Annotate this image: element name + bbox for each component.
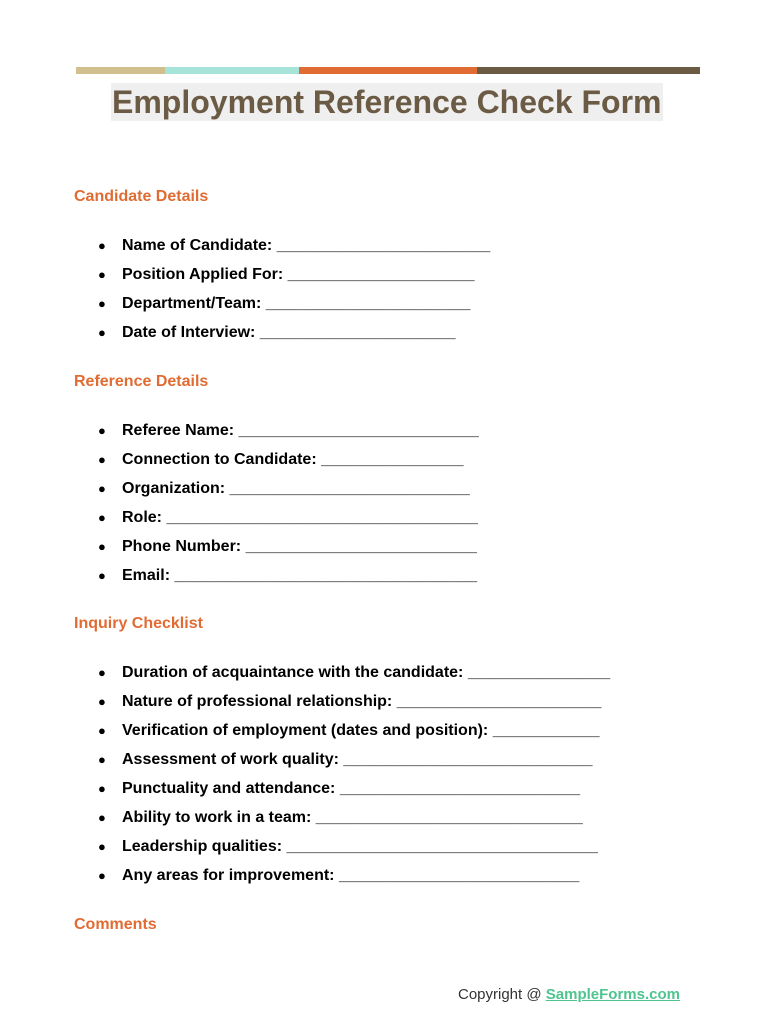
list-item-label: Referee Name: ___________________________ <box>122 422 479 439</box>
list-item-label: Assessment of work quality: ____________________________ <box>122 751 593 768</box>
bullet-icon: ● <box>98 810 106 825</box>
color-bar-segment-mint <box>165 67 299 74</box>
list-item-label: Role: ___________________________________ <box>122 509 478 526</box>
bullet-icon: ● <box>98 296 106 311</box>
inquiry-checklist-list <box>98 663 610 895</box>
list-item <box>98 508 479 537</box>
list-item-label: Phone Number: __________________________ <box>122 538 477 555</box>
list-item <box>98 721 610 750</box>
list-item-label: Name of Candidate: ________________________ <box>122 237 491 254</box>
section-heading-comments: Comments <box>74 916 157 933</box>
bullet-icon: ● <box>98 868 106 883</box>
list-item-label: Leadership qualities: ___________________________________ <box>122 838 598 855</box>
list-item <box>98 294 490 323</box>
list-item-label: Nature of professional relationship: _______________________ <box>122 693 602 710</box>
bullet-icon: ● <box>98 510 106 525</box>
list-item-label: Any areas for improvement: ___________________________ <box>122 867 580 884</box>
section-heading-reference: Reference Details <box>74 373 209 390</box>
bullet-icon: ● <box>98 839 106 854</box>
bullet-icon: ● <box>98 423 106 438</box>
bullet-icon: ● <box>98 452 106 467</box>
bullet-icon: ● <box>98 723 106 738</box>
footer-copyright <box>458 985 680 1005</box>
list-item-label: Department/Team: _______________________ <box>122 295 471 312</box>
list-item-label: Punctuality and attendance: ___________________________ <box>122 780 581 797</box>
list-item <box>98 866 610 895</box>
list-item <box>98 750 610 779</box>
color-bar <box>76 67 700 74</box>
list-item-label: Verification of employment (dates and position): ____________ <box>122 722 600 739</box>
section-heading-candidate: Candidate Details <box>74 188 209 205</box>
footer-copyright-prefix: Copyright @ <box>458 986 546 1003</box>
list-item-label: Ability to work in a team: ______________________________ <box>122 809 583 826</box>
bullet-icon: ● <box>98 267 106 282</box>
color-bar-segment-tan <box>76 67 165 74</box>
bullet-icon: ● <box>98 481 106 496</box>
list-item-label: Connection to Candidate: ________________ <box>122 451 464 468</box>
list-item <box>98 421 479 450</box>
list-item <box>98 323 490 352</box>
bullet-icon: ● <box>98 752 106 767</box>
list-item-label: Organization: ___________________________ <box>122 480 470 497</box>
list-item <box>98 566 479 595</box>
list-item <box>98 265 490 294</box>
list-item-label: Email: __________________________________ <box>122 567 478 584</box>
list-item-label: Position Applied For: _____________________ <box>122 266 475 283</box>
bullet-icon: ● <box>98 694 106 709</box>
list-item <box>98 537 479 566</box>
bullet-icon: ● <box>98 238 106 253</box>
reference-details-list <box>98 421 479 595</box>
candidate-details-list <box>98 236 490 352</box>
list-item <box>98 808 610 837</box>
section-heading-inquiry: Inquiry Checklist <box>74 615 203 632</box>
list-item <box>98 779 610 808</box>
list-item <box>98 236 490 265</box>
list-item <box>98 450 479 479</box>
footer-brand-link[interactable]: SampleForms.com <box>545 986 680 1003</box>
bullet-icon: ● <box>98 781 106 796</box>
page-title: Employment Reference Check Form <box>112 84 662 120</box>
color-bar-segment-orange <box>299 67 477 74</box>
bullet-icon: ● <box>98 539 106 554</box>
list-item-label: Date of Interview: ______________________ <box>122 324 456 341</box>
list-item <box>98 692 610 721</box>
list-item <box>98 479 479 508</box>
bullet-icon: ● <box>98 325 106 340</box>
bullet-icon: ● <box>98 665 106 680</box>
color-bar-segment-brown <box>477 67 700 74</box>
list-item <box>98 663 610 692</box>
list-item <box>98 837 610 866</box>
bullet-icon: ● <box>98 568 106 583</box>
list-item-label: Duration of acquaintance with the candidate: ________________ <box>122 664 611 681</box>
